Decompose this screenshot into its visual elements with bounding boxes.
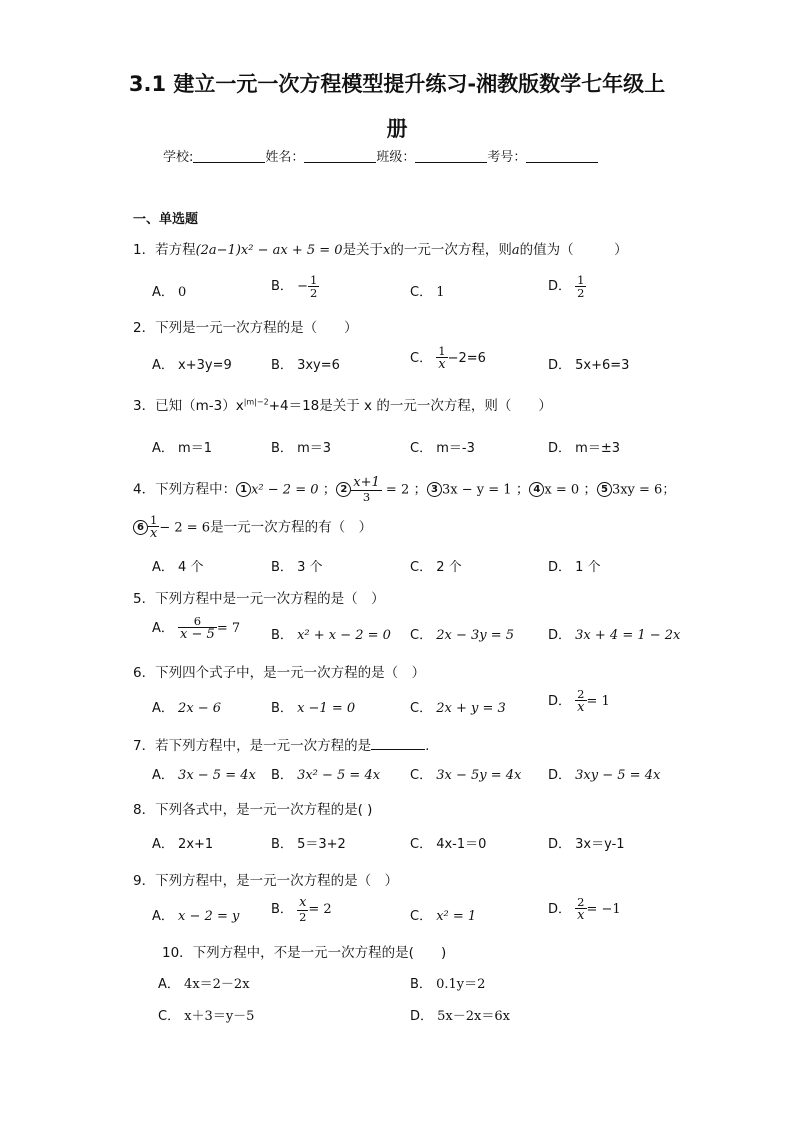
math-text: 8． [133,802,156,818]
option-a[interactable] [152,281,186,300]
math-text: x+1 [353,475,380,490]
math-text: B． [271,837,293,852]
option-d[interactable] [548,274,586,299]
math-text: B． [271,701,293,716]
math-text: B． [271,768,293,783]
math-text [351,476,382,503]
math-text: 5x+6=3 [575,358,630,373]
math-text: D． [548,693,572,709]
math-text: x [150,526,158,542]
math-text: 下列各式中，是一元一次方程的是( ) [155,802,373,818]
math-text: D． [548,837,572,852]
math-text: 5＝3+2 [297,837,346,852]
name-blank[interactable] [304,150,376,163]
circled-number: 3 [427,482,442,497]
option-a[interactable] [152,697,221,716]
question-stem: 的一元一次方程，则 [390,242,512,258]
math-text: x − 5 [180,627,215,643]
math-text: D． [548,279,572,295]
math-text: 3 [362,489,371,504]
option-d[interactable] [548,354,629,373]
option-b[interactable] [271,437,331,456]
math-text: 1 [577,273,585,287]
math-text: 2 [575,688,586,701]
math-text: x [438,357,446,373]
math-text: 4x-1＝0 [436,837,487,852]
math-text [575,896,586,923]
math-text [308,274,319,299]
math-text: 5x－2x＝6x [437,1009,510,1024]
math-text: . [425,738,430,754]
math-text: 下列方程中是一元一次方程的是（ ） [155,591,385,607]
math-text: D． [410,1009,434,1024]
option-d[interactable] [548,764,660,783]
option-a[interactable] [152,615,240,642]
id-blank[interactable] [526,150,598,163]
math-text: 下列方程中，不是一元一次方程的是( ) [192,945,447,961]
id-label: 考号： [487,150,527,165]
question-stem: 若方程 [155,242,196,258]
option-c[interactable] [410,281,445,300]
math-text: = 1 [586,693,610,709]
question-8 [133,798,372,818]
math-text: 2． [133,320,156,336]
option-c[interactable] [410,697,506,716]
math-text: C． [410,285,433,300]
equation: (2a−1)x² − ax + 5 = 0 [195,243,343,258]
question-number: 1． [133,242,156,258]
math-text: 2x − 3y = 5 [436,628,515,643]
math-text: 2 [577,286,585,301]
math-text: 2 个 [436,560,462,575]
math-text: A． [152,358,174,373]
math-text: 已知（m-3）x [155,398,244,414]
math-text [575,274,586,299]
option-d[interactable] [548,624,680,643]
math-text: 1 [148,514,159,527]
worksheet-title-continued: 册 [386,117,408,141]
math-text: − 2 = 6 [159,520,211,536]
math-text: 4． [133,481,156,498]
option-d[interactable] [548,896,621,923]
math-text [436,345,447,372]
circled-number: 5 [597,482,612,497]
math-text: A． [152,441,174,456]
class-blank[interactable] [415,150,487,163]
math-text: B． [271,358,293,373]
math-text: = −1 [586,901,621,917]
math-text: x² − 2 = 0 [251,482,319,498]
math-text: x [577,908,585,924]
math-text: −2=6 [447,350,486,366]
question-stem: 是关于 [342,242,384,258]
math-text: 0.1y＝2 [436,977,486,992]
option-d[interactable] [410,1005,510,1024]
math-text [148,514,159,541]
school-label: 学校: [163,150,194,165]
option-d[interactable] [548,556,601,575]
math-text: 3xy − 5 = 4x [575,768,661,783]
math-text: 1 [436,345,447,358]
math-text: x [577,700,585,716]
math-text: A． [152,285,174,300]
section-title: 一、单选题 [133,212,199,227]
math-text: D． [548,628,572,643]
math-text: B． [271,560,293,575]
option-b[interactable] [271,896,332,923]
option-b[interactable] [271,556,322,575]
math-text: 下列方程中： [155,481,237,498]
math-text: 3 个 [297,560,323,575]
option-c[interactable] [158,1005,254,1024]
math-text: 2x − 6 [178,701,222,716]
option-c[interactable] [410,764,521,783]
math-text: 5． [133,591,156,607]
question-5 [133,587,385,607]
math-text: D． [548,768,572,783]
question-4: 4．下列方程中： 1 x² − 2 = 0 ； 2 $\frac{x+1}{3}$ = 2 ； 3 3x − y = 1 ； 4 x = 0 ； 5 3xy = 6； [133,475,676,504]
math-text: C． [410,701,433,716]
question-stem: 下列是一元一次方程的是（ ） [155,320,358,336]
option-a[interactable] [152,354,232,373]
question-stem: 的值为（ ） [519,242,628,258]
math-text: x+3y=9 [178,358,232,373]
math-text: 3x − y = 1 [442,482,512,498]
math-text: 下列方程中，是一元一次方程的是（ ） [155,873,399,889]
math-text: 4x＝2－2x [184,977,250,992]
math-text: = 7 [216,620,241,636]
option-a[interactable] [152,556,203,575]
math-text: D． [548,901,572,917]
math-text: x −1 = 0 [297,701,356,716]
math-text: C． [410,350,433,366]
math-text: B． [271,628,293,643]
option-c[interactable] [410,905,476,924]
question-3 [133,394,552,414]
math-text: m＝1 [178,441,212,456]
math-text: A． [152,909,174,924]
option-c[interactable] [410,833,486,852]
question-10 [162,941,446,961]
math-text: A． [152,560,174,575]
math-text: 2 [575,896,586,909]
option-c[interactable] [410,624,514,643]
question-6 [133,661,425,681]
exponent: |m|−2 [243,397,269,407]
math-text: 2x+1 [178,837,214,852]
math-text: m＝±3 [575,441,620,456]
math-text: 4 个 [178,560,204,575]
option-a[interactable] [152,905,239,924]
math-text: C． [410,441,433,456]
option-c[interactable] [410,437,475,456]
math-text: 若下列方程中，是一元一次方程的是 [155,738,372,754]
option-d[interactable] [548,437,620,456]
option-b[interactable] [271,274,319,299]
math-text: +4＝18是关于 x 的一元一次方程，则（ ） [268,398,552,414]
math-text: 3． [133,398,156,414]
math-text: 6． [133,665,156,681]
math-text: 6 [178,615,217,628]
option-b[interactable] [271,697,355,716]
option-c[interactable] [410,556,462,575]
name-label: 姓名： [265,150,305,165]
option-a[interactable] [152,833,213,852]
option-a[interactable] [152,764,256,783]
math-text: 3x − 5 = 4x [178,768,256,783]
option-d[interactable] [548,833,625,852]
math-text [297,896,308,923]
math-text: x [299,895,307,910]
worksheet-title: 3.1 建立一元一次方程模型提升练习-湘教版数学七年级上 [128,72,666,96]
option-b[interactable] [410,973,485,992]
math-text [575,688,586,715]
math-text: A． [152,837,174,852]
math-text: 1 个 [575,560,601,575]
student-info-line [163,146,598,165]
school-blank[interactable] [193,150,265,163]
circled-number: 1 [236,482,251,497]
math-text: 3xy=6 [297,358,340,373]
math-text: C． [410,628,433,643]
math-text: 3x − 5y = 4x [436,768,522,783]
math-text: x = 0 [544,482,580,498]
math-text: D． [548,358,572,373]
math-text: 1 [309,273,318,287]
option-c[interactable] [410,345,486,372]
math-text: B． [410,977,432,992]
math-text: C． [158,1009,181,1024]
math-text: A． [152,768,174,783]
option-b[interactable] [271,833,346,852]
math-text: A． [152,620,174,636]
math-text: 1 [436,285,445,300]
option-d[interactable] [548,688,610,715]
math-text: D． [548,560,572,575]
math-text: x − 2 = y [178,909,240,924]
math-text: D． [548,441,572,456]
math-text: m＝3 [297,441,331,456]
math-text: 2x + y = 3 [436,701,506,716]
class-label: 班级： [376,150,416,165]
math-text: 是一元一次方程的有（ ） [210,519,373,536]
math-text: = 2 [381,482,410,498]
option-a[interactable] [158,973,250,992]
math-text: 3x² − 5 = 4x [297,768,381,783]
math-text: C． [410,909,433,924]
circled-number: 6 [133,520,148,535]
circled-number: 4 [529,482,544,497]
math-text: 3x + 4 = 1 − 2x [575,628,681,643]
option-a[interactable] [152,437,212,456]
question-9 [133,869,398,889]
math-text: = 2 [308,901,332,917]
math-text: 2 [299,909,307,924]
math-text: x² = 1 [436,909,477,924]
math-text: 7． [133,738,156,754]
math-text: 3xy = 6； [611,482,676,498]
math-text: x² + x − 2 = 0 [297,628,391,643]
question-2 [133,316,358,336]
variable: a [511,243,520,258]
math-text: 下列四个式子中，是一元一次方程的是（ ） [155,665,426,681]
math-text: 9． [133,873,156,889]
math-text: C． [410,560,433,575]
answer-blank[interactable] [371,737,425,750]
math-text: 0 [178,285,187,300]
question-1 [133,238,628,258]
math-text: C． [410,837,433,852]
math-text: 3x＝y-1 [575,837,625,852]
option-b[interactable] [271,764,380,783]
math-text: B． [271,279,293,295]
math-text: 10． [162,945,193,961]
variable: x [383,243,391,258]
math-text: − [297,279,308,295]
math-text [178,615,217,642]
math-text: A． [152,701,174,716]
math-text: C． [410,768,433,783]
math-text: A． [158,977,180,992]
option-b[interactable] [271,624,391,643]
option-b[interactable] [271,354,340,373]
question-7 [133,734,429,754]
math-text: B． [271,901,293,917]
math-text: 2 [309,286,318,301]
math-text: m＝-3 [436,441,475,456]
math-text: x＋3＝y－5 [184,1009,255,1024]
math-text: B． [271,441,293,456]
question-4-continued [133,514,372,541]
circled-number: 2 [336,482,351,497]
